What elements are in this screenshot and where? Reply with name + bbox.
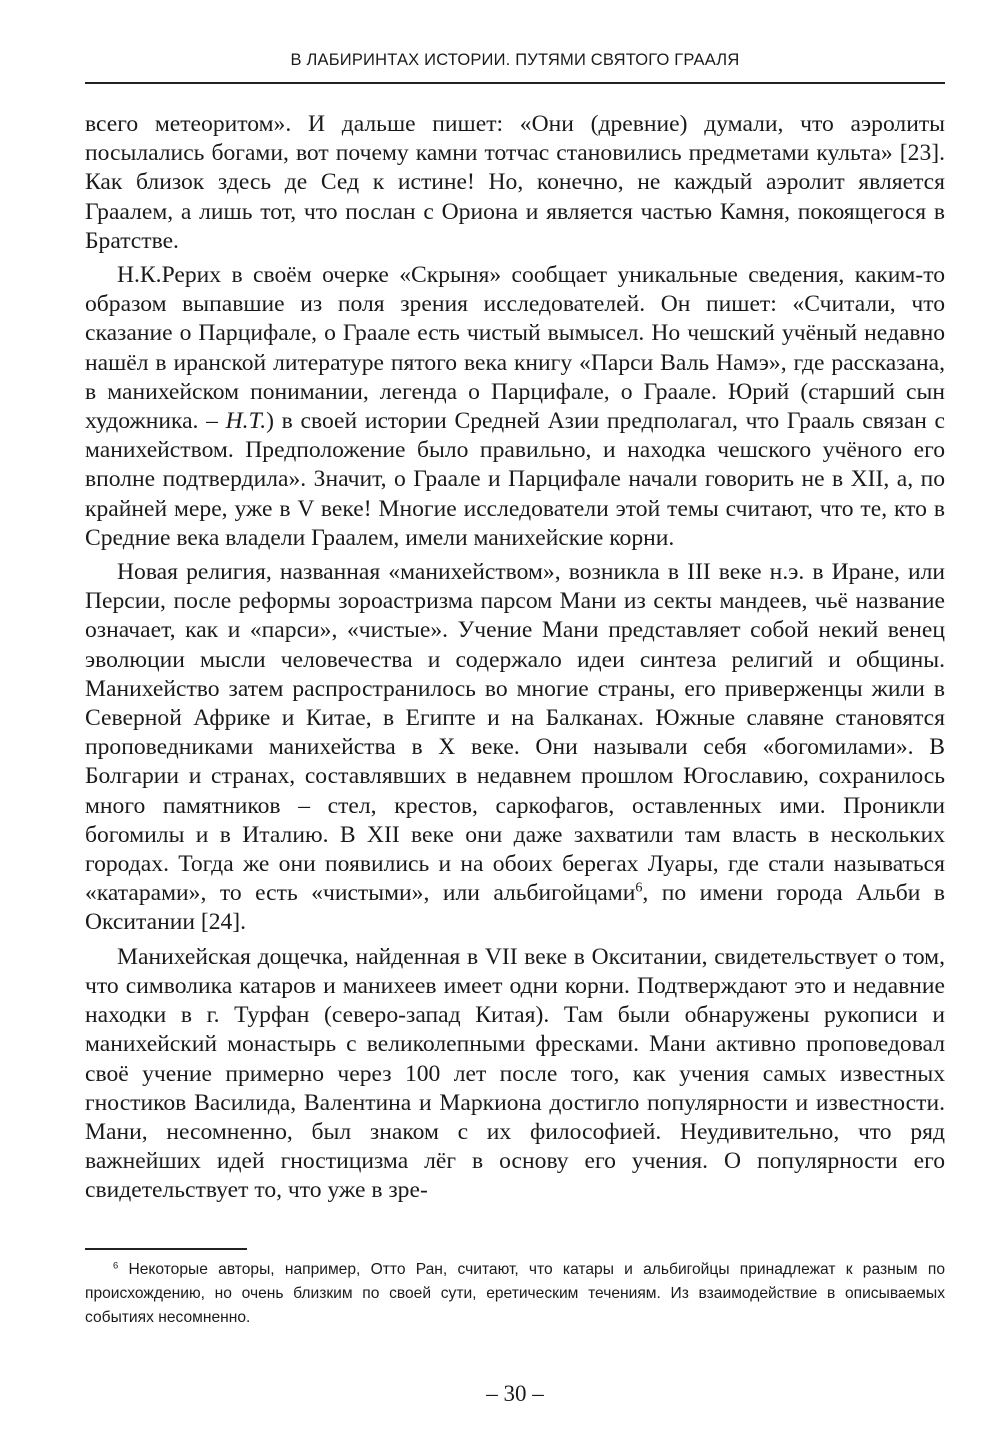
paragraph-2-text-a: Н.К.Рерих в своём очерке «Скрыня» сообщает уникальные сведения, каким-то образом выпавшие из поля зрения исследователей. Он пишет: «Считали, что сказание о Парцифале, о Граале есть чистый вымысел. Но чешский учёный недавно нашёл в иранской литературе пятого века книгу «Парси Валь Намэ», где рассказана, в манихейском понимании, легенда о Парцифале, о Граале. Юрий (старший сын художника. –	[85, 262, 945, 435]
running-header: В ЛАБИРИНТАХ ИСТОРИИ. ПУТЯМИ СВЯТОГО ГРААЛЯ	[290, 51, 740, 69]
main-text	[85, 110, 945, 1211]
paragraph-3-text-b: , по имени города Альби в Окситании [24].	[85, 880, 946, 936]
paragraph-3	[85, 558, 945, 938]
footnote-number: 6	[113, 1260, 119, 1271]
footnote-rule	[85, 1248, 247, 1250]
paragraph-3-text-a: Новая религия, названная «манихейством», возникла в III веке н.э. в Иране, или Персии, после реформы зороастризма парсом Мани из секты мандеев, чьё название означает, как и «парси», «чистые». Учение Мани представляет собой некий венец эволюции мысли человечества и содержало идеи синтеза религий и общины. Манихейство затем распространилось во многие страны, его приверженцы жили в Северной Африке и Китае, в Египте и на Балканах. Южные славяне становятся проповедниками манихейства в X веке. Они называли себя «богомилами». В Болгарии и странах, составлявших в недавнем прошлом Югославию, сохранилось много памятников – стел, крестов, саркофагов, оставленных ими. Проникли богомилы и в Италию. В XII веке они даже захватили там власть в нескольких городах. Тогда же они появились и на обоих берегах Луары, где стали называться «катарами», то есть «чистыми», или альбигойцами	[85, 559, 945, 907]
page-number: – 30 –	[486, 1381, 544, 1406]
footnote-text: Некоторые авторы, например, Отто Ран, считают, что катары и альбигойцы принадлежат к разным по происхождению, но очень близким по своей сути, еретическим течениям. Из взаимодействие в описываемых событиях несомненно.	[85, 1261, 945, 1326]
paragraph-2	[85, 261, 945, 553]
header-rule	[85, 82, 945, 84]
paragraph-1: всего метеоритом». И дальше пишет: «Они (древние) думали, что аэролиты посылались богами, вот почему камни тотчас становились предметами культа» [23]. Как близок здесь де Сед к истине! Но, конечно, не каждый аэролит является Граалем, а лишь тот, что послан с Ориона и является частью Камня, покоящегося в Братстве.	[85, 111, 945, 254]
paragraph-2-text-b: ) в своей истории Средней Азии предполагал, что Грааль связан с манихейством. Предположение было правильно, и находка чешского учёного его вполне подтвердила». Значит, о Граале и Парцифале начали говорить не в XII, а, по крайней мере, уже в V веке! Многие исследователи этой темы считают, что те, кто в Средние века владели Граалем, имели манихейские корни.	[85, 408, 945, 551]
paragraph-4: Манихейская дощечка, найденная в VII веке в Окситании, свидетельствует о том, что символика катаров и манихеев имеет одни корни. Подтверждают это и недавние находки в г. Турфан (северо-запад Китая). Там были обнаружены рукописи и манихейский монастырь с великолепными фресками. Мани активно проповедовал своё учение примерно через 100 лет после того, как учения самых известных гностиков Василида, Валентина и Маркиона достигло популярности и известности. Мани, несомненно, был знаком с их философией. Неудивительно, что ряд важнейших идей гностицизма лёг в основу его учения. О популярности его свидетельствует то, что уже в зре-	[85, 943, 945, 1204]
footnote-reference: 6	[635, 879, 643, 896]
author-initials: Н.Т.	[225, 408, 267, 435]
footnote	[85, 1258, 945, 1330]
